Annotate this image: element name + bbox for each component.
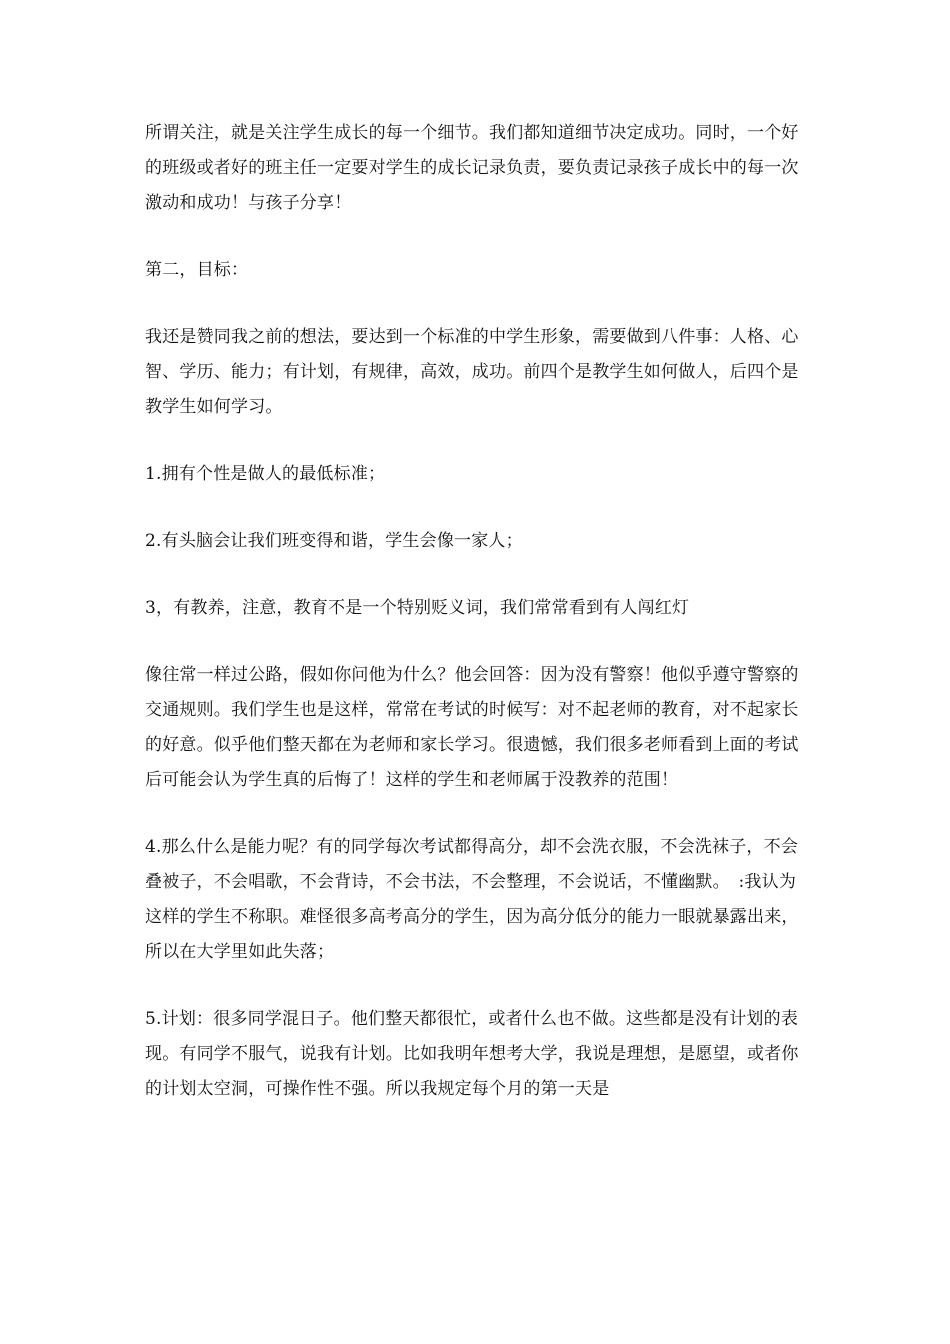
paragraph-attention: 所谓关注，就是关注学生成长的每一个细节。我们都知道细节决定成功。同时，一个好的班级或者好的班主任一定要对学生的成长记录负责，要负责记录孩子成长中的每一次激动和成功！与孩子分享！ [145,123,799,213]
document-body [145,116,805,1139]
paragraph-goal-heading: 第二，目标： [145,260,249,280]
paragraph-item-4: 4.那么什么是能力呢？有的同学每次考试都得高分，却不会洗衣服，不会洗袜子，不会叠被子，不会唱歌，不会背诗，不会书法，不会整理，不会说话，不懂幽默。 :我认为这样的学生不称职。难怪很多高考高分的学生，因为高分低分的能力一眼就暴露出来，所以在大学里如此失落； [145,837,799,962]
paragraph-item-5: 5.计划：很多同学混日子。他们整天都很忙，或者什么也不做。这些都是没有计划的表现。有同学不服气，说我有计划。比如我明年想考大学，我说是理想，是愿望，或者你的计划太空洞，可操作性不强。所以我规定每个月的第一天是 [145,1009,799,1099]
paragraph-item-1: 1.拥有个性是做人的最低标准； [145,464,386,484]
paragraph-item-3-continued: 像往常一样过公路，假如你问他为什么？他会回答：因为没有警察！他似乎遵守警察的交通规则。我们学生也是这样，常常在考试的时候写：对不起老师的教育，对不起家长的好意。似乎他们整天都在为老师和家长学习。很遗憾，我们很多老师看到上面的考试后可能会认为学生真的后悔了！这样的学生和老师属于没教养的范围！ [145,665,799,790]
paragraph-item-3: 3，有教养，注意，教育不是一个特别贬义词，我们常常看到有人闯红灯 [145,598,690,618]
paragraph-item-2: 2.有头脑会让我们班变得和谐，学生会像一家人； [145,531,523,551]
paragraph-eight-things: 我还是赞同我之前的想法，要达到一个标准的中学生形象，需要做到八件事：人格、心智、学历、能力；有计划，有规律，高效，成功。前四个是教学生如何做人，后四个是教学生如何学习。 [145,327,799,417]
